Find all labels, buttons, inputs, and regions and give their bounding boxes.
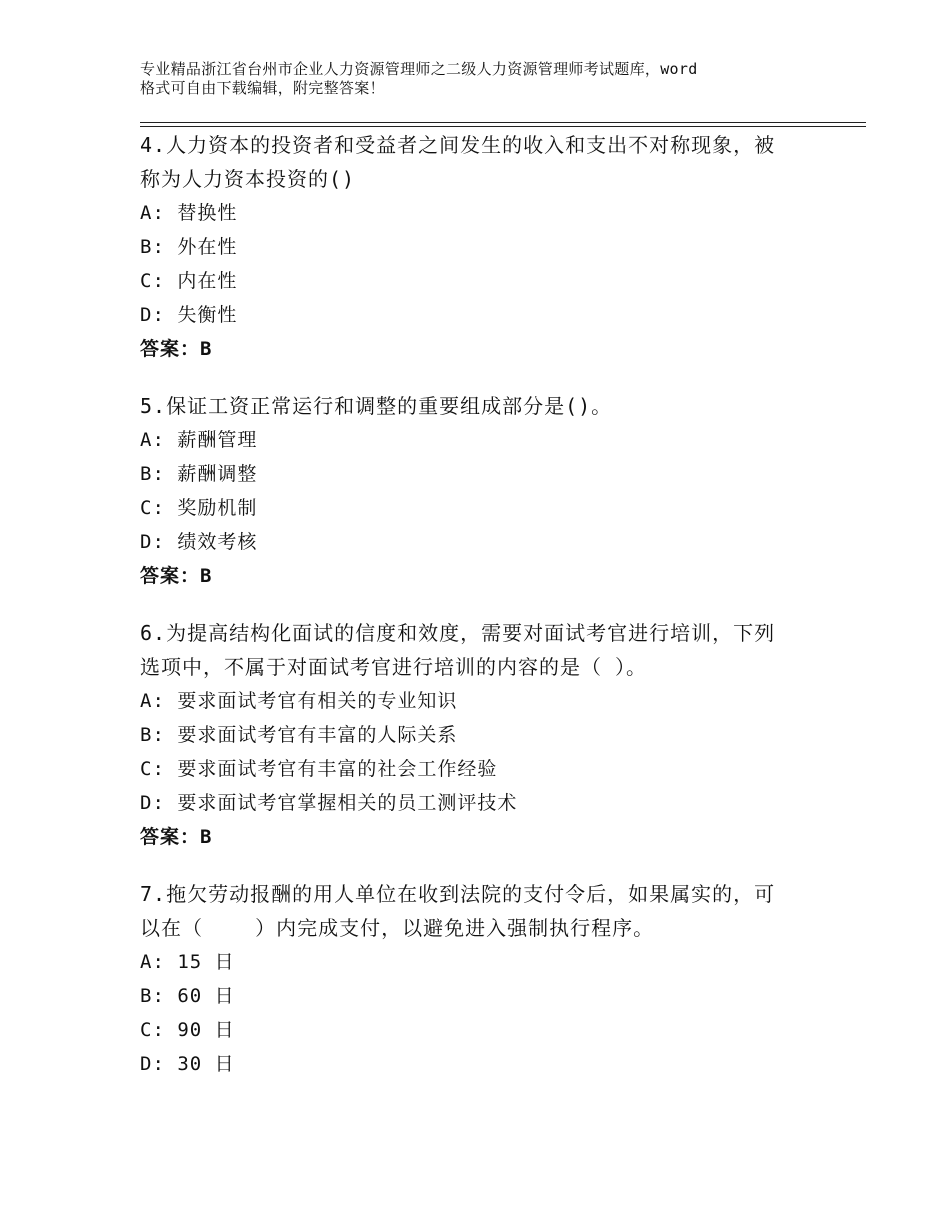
question-5 [140,389,820,593]
answer: 答案：B [140,338,213,360]
question-stem-cont: 选项中，不属于对面试考官进行培训的内容的是（ ）。 [140,655,648,679]
question-stem: 4.人力资本的投资者和受益者之间发生的收入和支出不对称现象，被 [140,133,776,157]
question-stem-cont: 以在（ ）内完成支付，以避免进入强制执行程序。 [140,916,655,940]
document-header [140,60,830,98]
header-rule-top [140,122,866,123]
header-rule-bottom [140,126,866,127]
question-6 [140,616,820,854]
question-4 [140,128,820,366]
option-a: A: 薪酬管理 [140,429,258,451]
option-c: C: 奖励机制 [140,497,258,519]
answer: 答案：B [140,565,213,587]
question-stem-cont: 称为人力资本投资的() [140,167,356,191]
option-c: C: 内在性 [140,270,238,292]
question-stem: 5.保证工资正常运行和调整的重要组成部分是()。 [140,394,613,418]
question-list [140,128,820,1104]
answer: 答案：B [140,826,213,848]
option-c: C: 90 日 [140,1019,235,1041]
option-b: B: 要求面试考官有丰富的人际关系 [140,724,458,746]
question-7 [140,877,820,1081]
option-d: D: 要求面试考官掌握相关的员工测评技术 [140,792,518,814]
option-d: D: 绩效考核 [140,531,258,553]
question-stem: 6.为提高结构化面试的信度和效度，需要对面试考官进行培训，下列 [140,621,776,645]
question-stem: 7.拖欠劳动报酬的用人单位在收到法院的支付令后，如果属实的，可 [140,882,776,906]
option-b: B: 薪酬调整 [140,463,258,485]
option-d: D: 30 日 [140,1053,235,1075]
option-b: B: 60 日 [140,985,235,1007]
option-a: A: 要求面试考官有相关的专业知识 [140,690,458,712]
option-b: B: 外在性 [140,236,238,258]
option-a: A: 15 日 [140,951,235,973]
header-line-1: 专业精品浙江省台州市企业人力资源管理师之二级人力资源管理师考试题库，word [140,60,698,78]
option-c: C: 要求面试考官有丰富的社会工作经验 [140,758,498,780]
option-a: A: 替换性 [140,202,238,224]
header-line-2: 格式可自由下载编辑，附完整答案！ [140,79,385,97]
option-d: D: 失衡性 [140,304,238,326]
